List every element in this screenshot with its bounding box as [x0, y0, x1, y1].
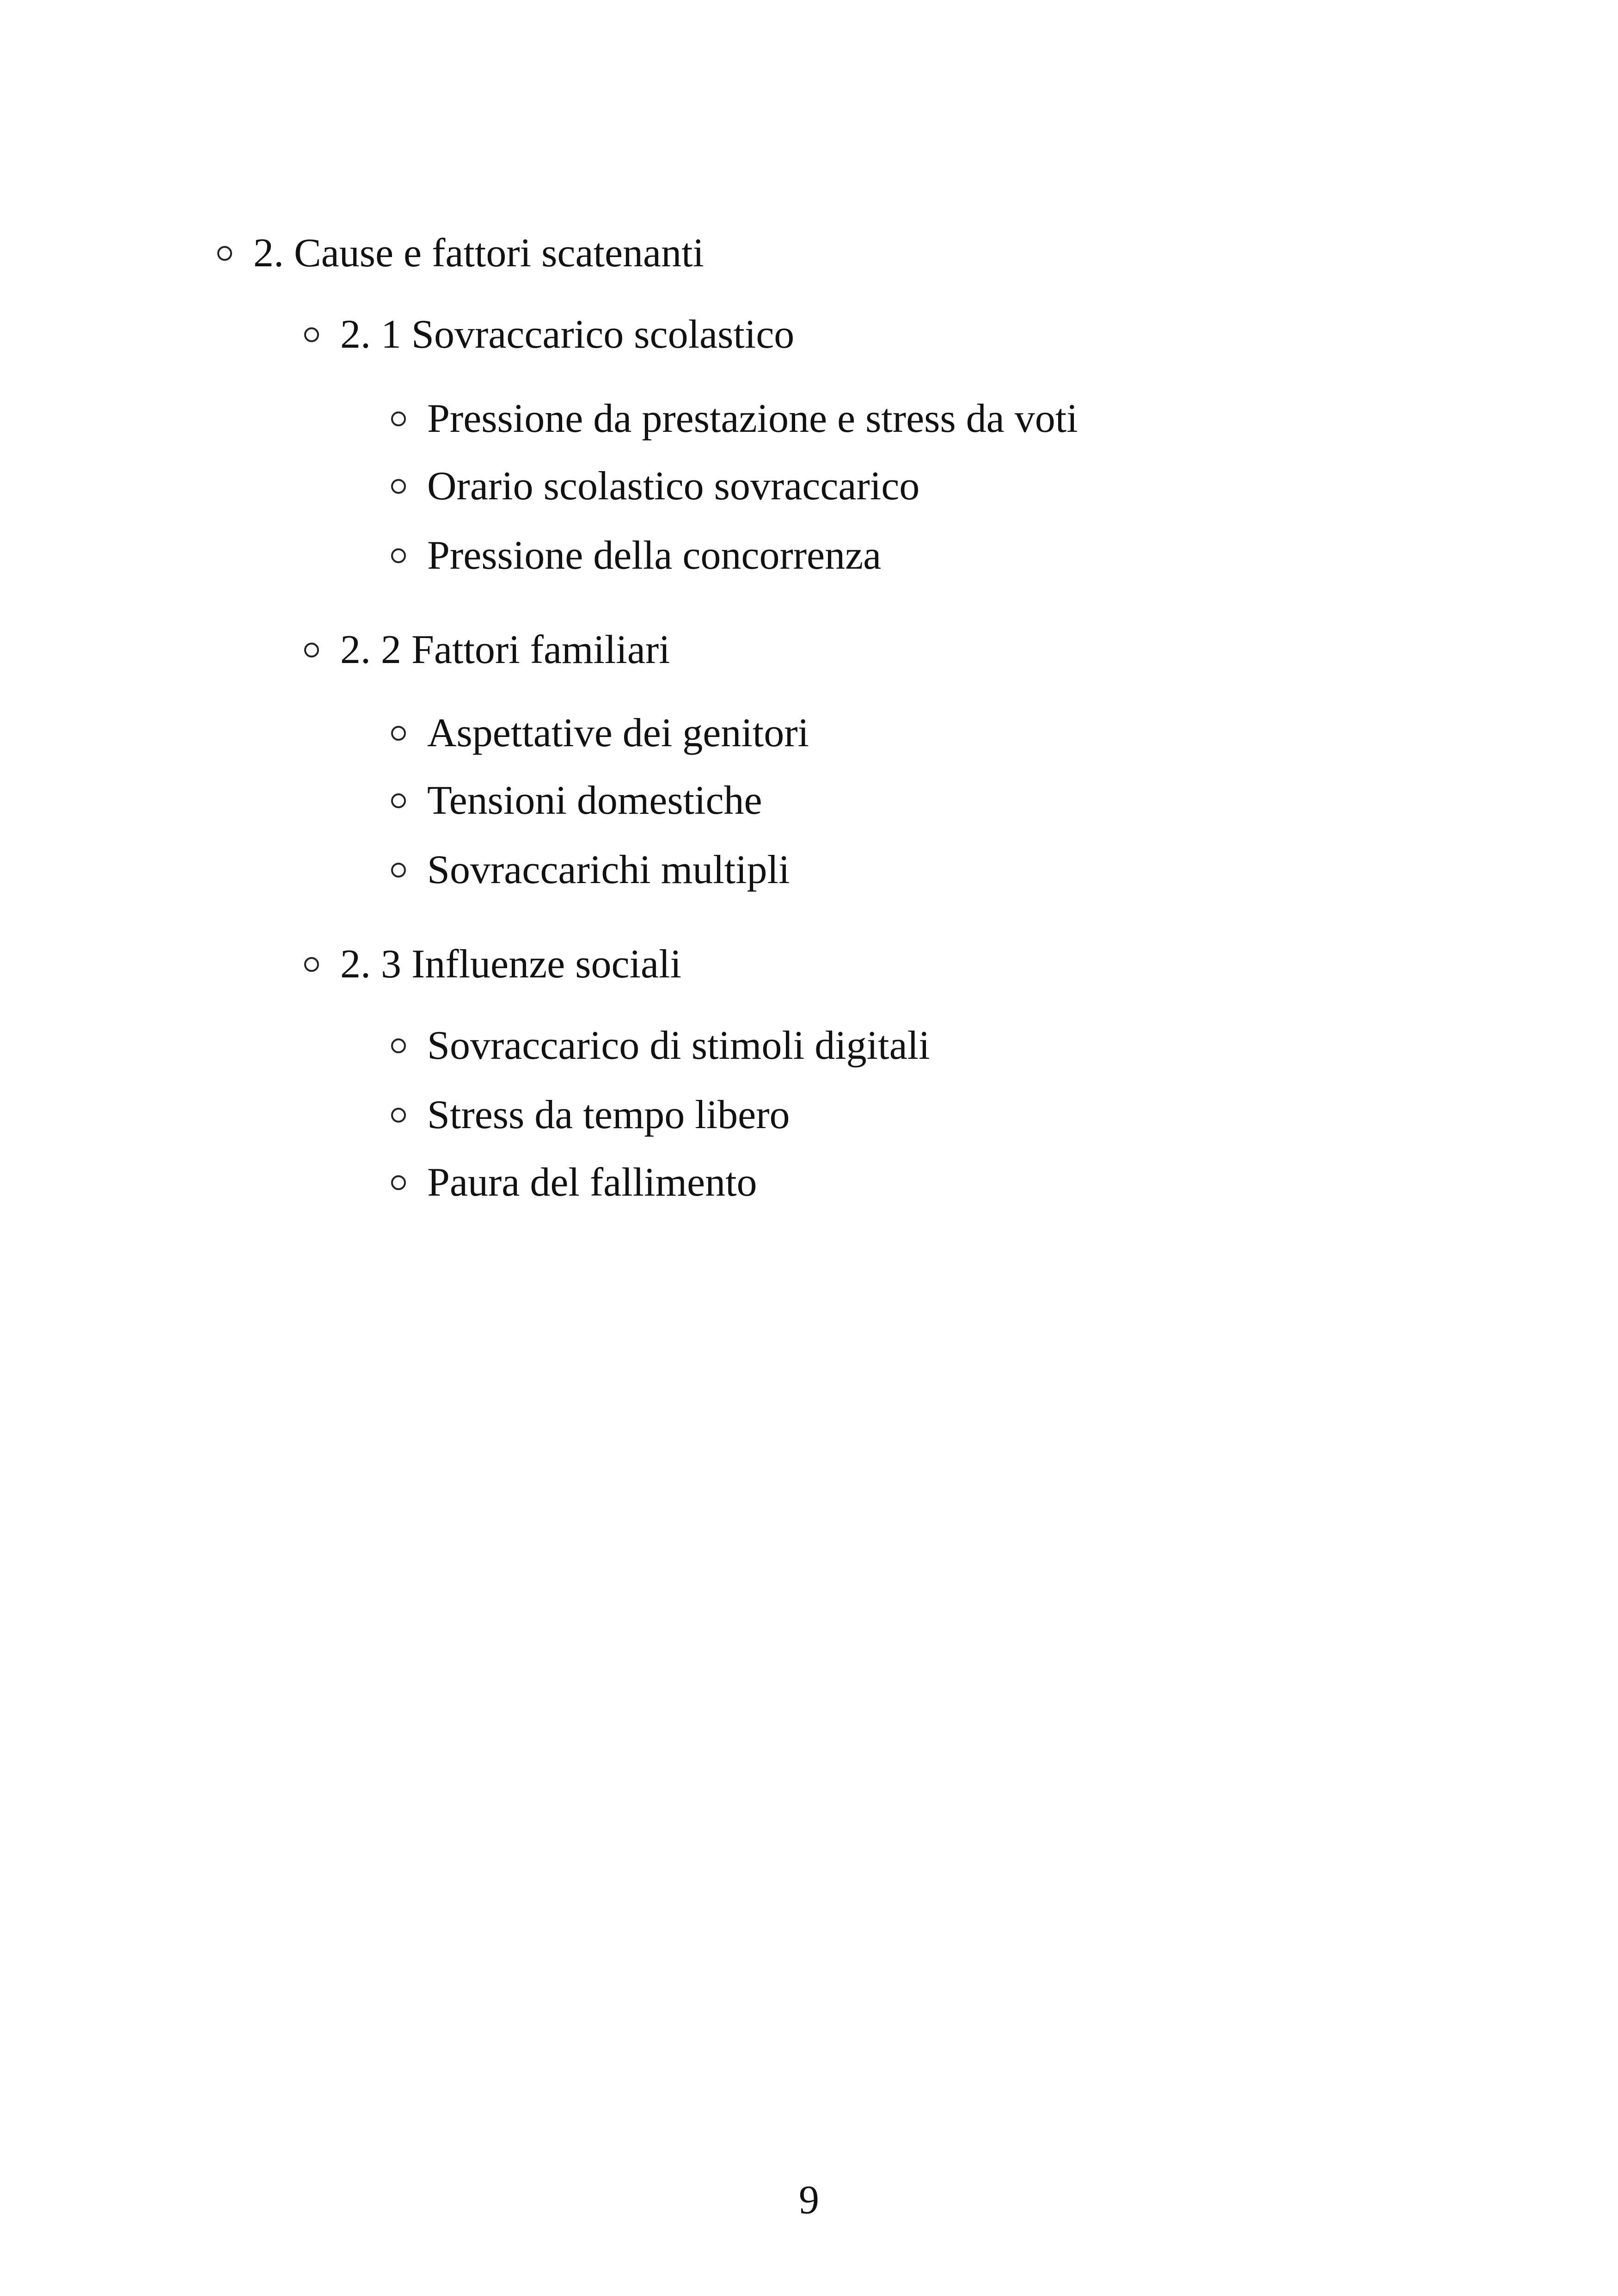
hollow-bullet-icon: [391, 1038, 406, 1053]
hollow-bullet-icon: [304, 327, 319, 342]
page-number: 9: [799, 2178, 819, 2222]
outline-item: [391, 847, 790, 892]
subsection-title: 2. 1 Sovraccarico scolastico: [340, 312, 795, 357]
outline-item: [391, 713, 809, 754]
hollow-bullet-icon: [391, 1175, 406, 1190]
outline-item: [391, 466, 919, 507]
item-text: Orario scolastico sovraccarico: [427, 464, 920, 509]
item-text: Pressione della concorrenza: [427, 533, 882, 578]
item-text: Stress da tempo libero: [427, 1093, 790, 1137]
hollow-bullet-icon: [391, 1108, 406, 1123]
item-text: Aspettative dei genitori: [427, 711, 809, 755]
item-text: Pressione da prestazione e stress da voti: [427, 396, 1078, 441]
hollow-bullet-icon: [391, 411, 406, 426]
section-title: 2. Cause e fattori scatenanti: [253, 231, 704, 276]
hollow-bullet-icon: [391, 726, 406, 741]
outline-subsection: [304, 944, 681, 985]
hollow-bullet-icon: [391, 793, 406, 808]
hollow-bullet-icon: [391, 863, 406, 878]
hollow-bullet-icon: [391, 548, 406, 563]
outline-item: [391, 1025, 930, 1066]
subsection-title: 2. 3 Influenze sociali: [340, 942, 681, 987]
hollow-bullet-icon: [304, 643, 319, 657]
outline-item: [391, 780, 762, 821]
outline-item: [391, 1095, 790, 1136]
hollow-bullet-icon: [217, 246, 232, 261]
outline-section: [217, 233, 704, 274]
outline-item: [391, 535, 881, 576]
item-text: Tensioni domestiche: [427, 778, 762, 823]
subsection-title: 2. 2 Fattori familiari: [340, 627, 670, 672]
outline-subsection: [304, 627, 670, 672]
item-text: Sovraccarico di stimoli digitali: [427, 1023, 930, 1068]
item-text: Paura del fallimento: [427, 1160, 757, 1205]
hollow-bullet-icon: [304, 957, 319, 972]
hollow-bullet-icon: [391, 479, 406, 494]
outline-subsection: [304, 314, 794, 355]
item-text: Sovraccarichi multipli: [427, 847, 790, 892]
outline-item: [391, 396, 1078, 441]
outline-item: [391, 1162, 757, 1203]
